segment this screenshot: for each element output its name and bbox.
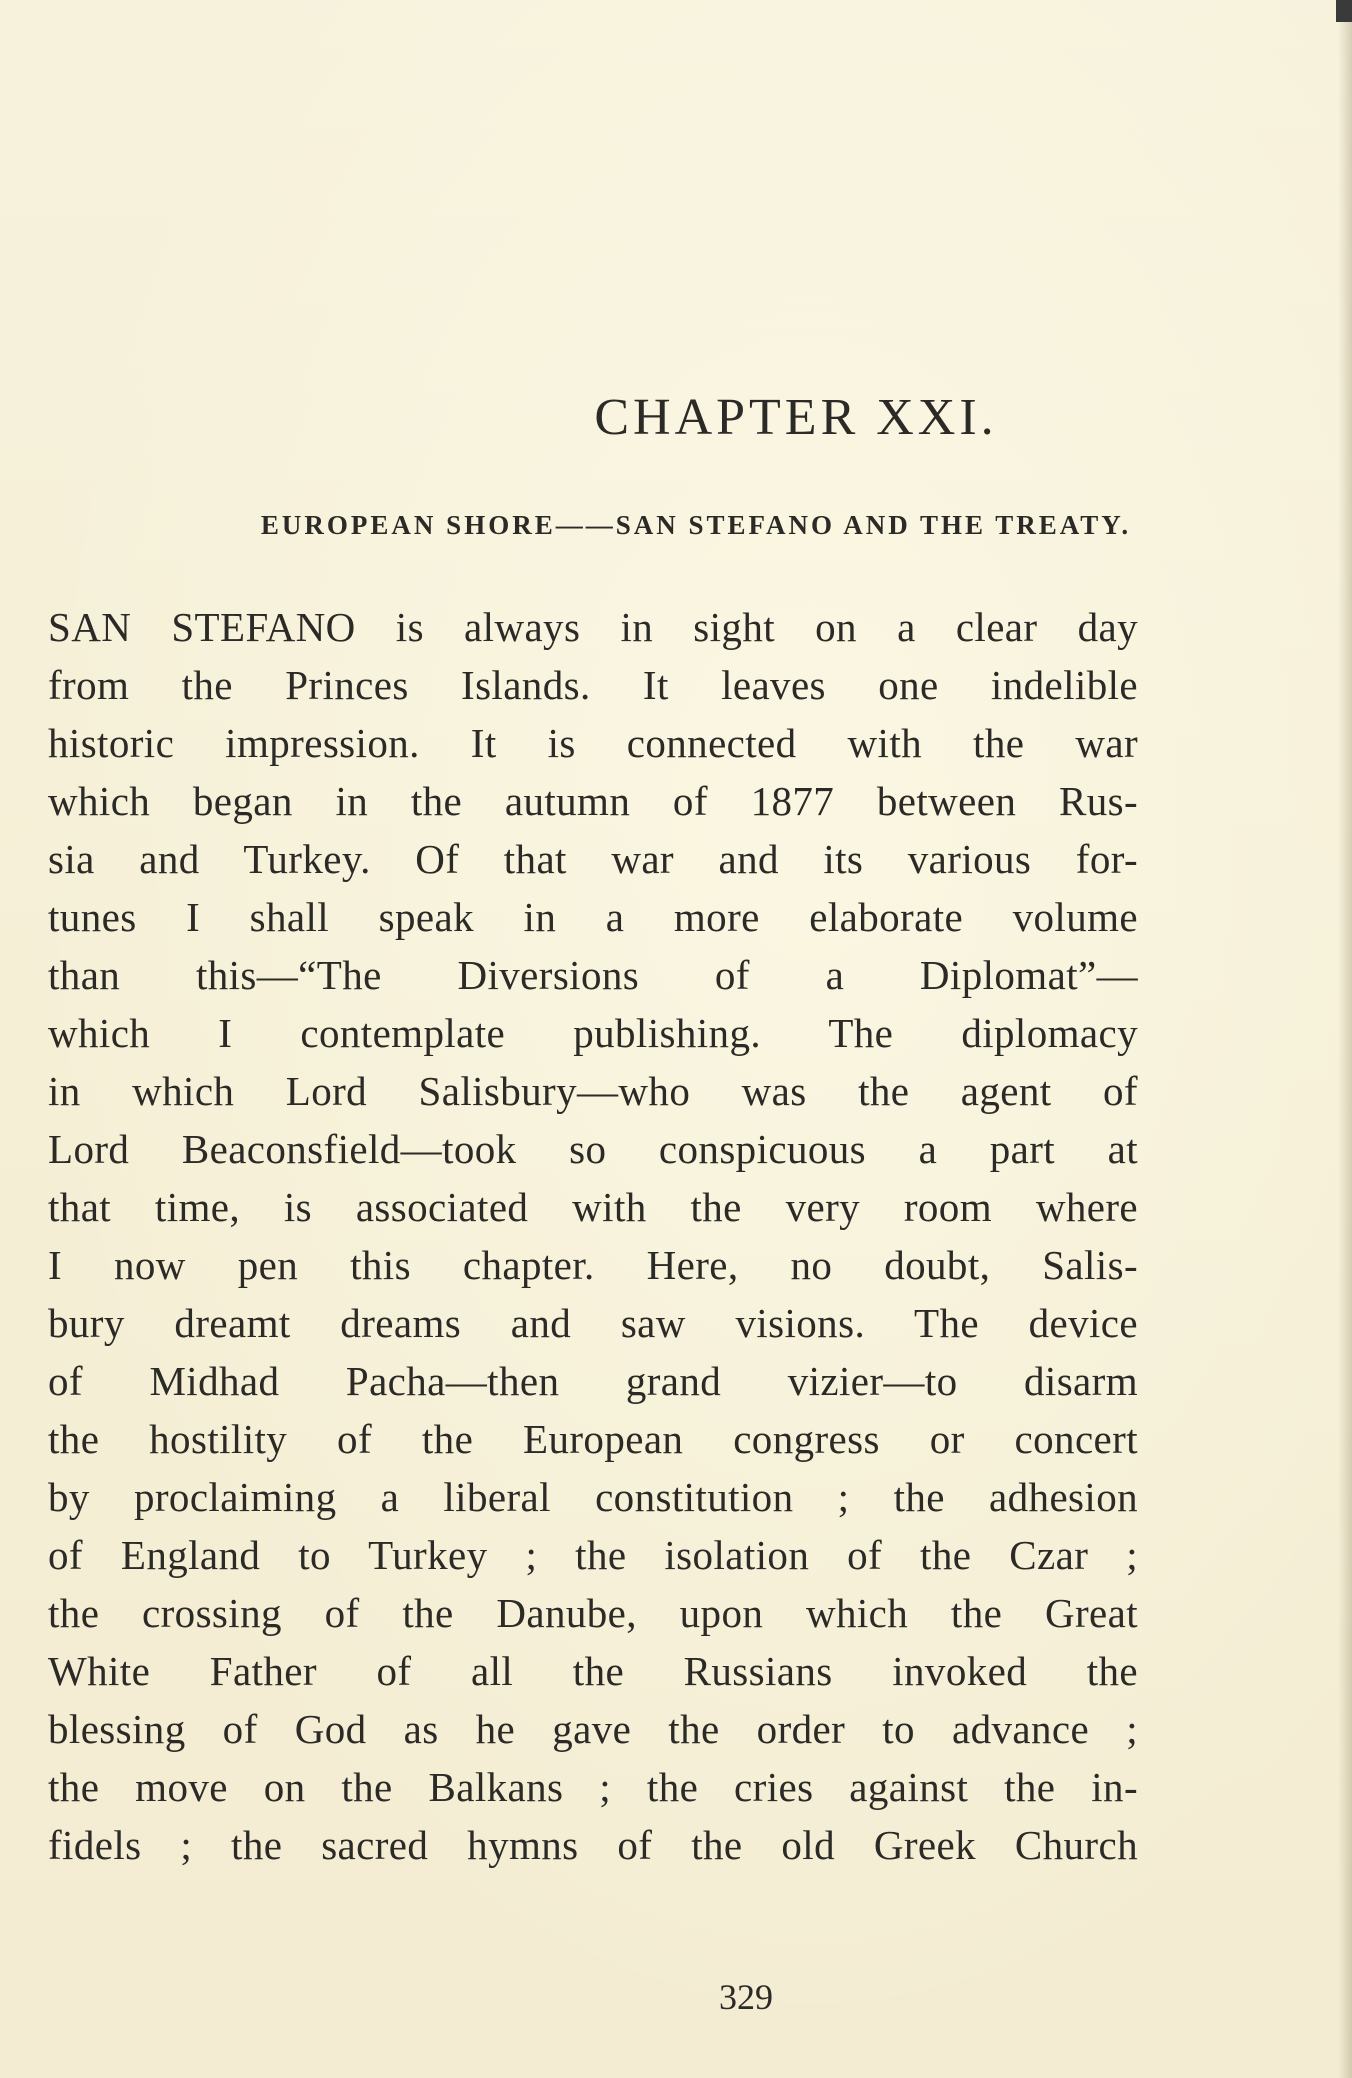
text-line: of Midhad Pacha—then grand vizier—to disarm xyxy=(48,1358,1138,1404)
text-line: Lord Beaconsfield—took so conspicuous a part at xyxy=(48,1126,1138,1172)
text-line: than this—“The Diversions of a Diplomat”— xyxy=(48,952,1138,998)
text-line: the hostility of the European congress or concert xyxy=(48,1416,1138,1462)
text-line: tunes I shall speak in a more elaborate volume xyxy=(48,894,1138,940)
text-line: in which Lord Salisbury—who was the agent of xyxy=(48,1068,1138,1114)
text-line: the move on the Balkans ; the cries against the in- xyxy=(48,1764,1138,1810)
text-line: bury dreamt dreams and saw visions. The device xyxy=(48,1300,1138,1346)
text-line: historic impression. It is connected with the war xyxy=(48,720,1138,766)
text-line: which I contemplate publishing. The diplomacy xyxy=(48,1010,1138,1056)
text-line: of England to Turkey ; the isolation of the Czar ; xyxy=(48,1532,1138,1578)
text-line: I now pen this chapter. Here, no doubt, Salis- xyxy=(48,1242,1138,1288)
text-line: that time, is associated with the very room where xyxy=(48,1184,1138,1230)
text-line: blessing of God as he gave the order to advance ; xyxy=(48,1706,1138,1752)
text-line: which began in the autumn of 1877 between Rus- xyxy=(48,778,1138,824)
page-edge-shadow xyxy=(1338,0,1352,2078)
chapter-title: CHAPTER XXI. xyxy=(594,389,998,446)
page-number: 329 xyxy=(719,1977,773,2017)
body-text xyxy=(48,598,1138,1874)
text-line: the crossing of the Danube, upon which the Great xyxy=(48,1590,1138,1636)
text-line: SAN STEFANO is always in sight on a clear day xyxy=(48,604,1138,650)
text-line: White Father of all the Russians invoked the xyxy=(48,1648,1138,1694)
text-line: fidels ; the sacred hymns of the old Greek Church xyxy=(48,1822,1138,1868)
text-line: sia and Turkey. Of that war and its various for- xyxy=(48,836,1138,882)
text-line: from the Princes Islands. It leaves one indelible xyxy=(48,662,1138,708)
scan-corner-mark xyxy=(1336,0,1352,22)
chapter-subtitle: EUROPEAN SHORE——SAN STEFANO AND THE TREATY. xyxy=(260,510,1132,540)
text-line: by proclaiming a liberal constitution ; the adhesion xyxy=(48,1474,1138,1520)
